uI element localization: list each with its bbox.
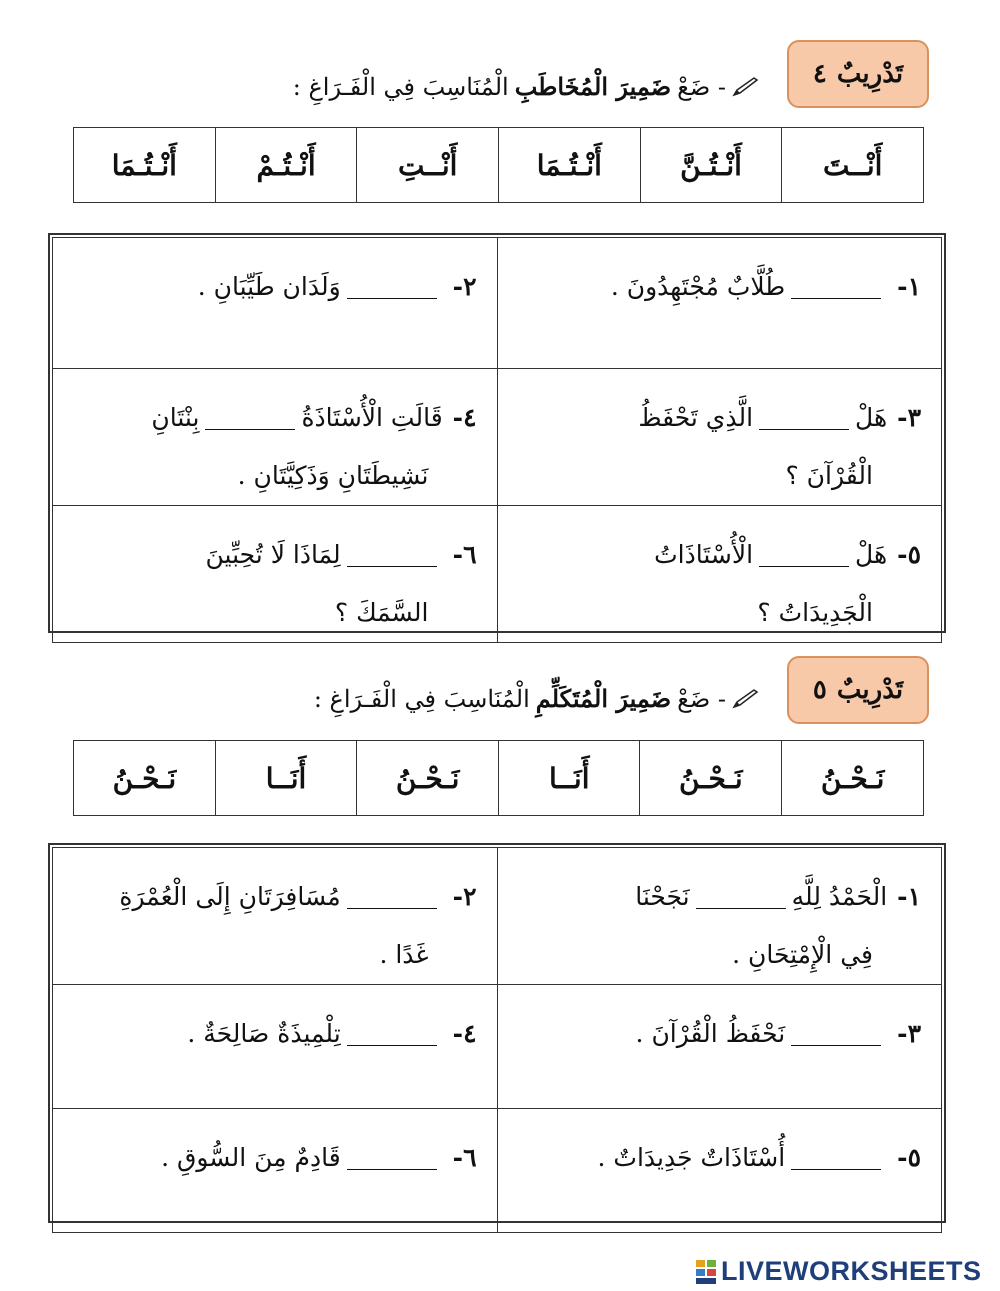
- exercise-5-word-bank: [73, 740, 924, 816]
- item-text-after: وَلَدَان طَيِّبَانِ .: [197, 272, 341, 301]
- answer-blank[interactable]: [347, 1149, 437, 1170]
- item-number: ٢-: [452, 272, 477, 301]
- word-bank-cell: أَنْـتُـمَا: [499, 128, 641, 203]
- exercise-item: [497, 369, 942, 506]
- exercise-4-instruction-prefix: - ضَعْ: [677, 72, 726, 101]
- answer-blank[interactable]: [791, 1025, 881, 1046]
- item-text-line2: فِي الْإِمْتِحَانِ .: [732, 940, 873, 969]
- answer-blank[interactable]: [696, 888, 786, 909]
- exercise-5-items: [48, 843, 946, 1223]
- item-text-after: قَادِمٌ مِنَ السُّوقِ .: [161, 1143, 341, 1172]
- exercise-4-badge: [787, 40, 929, 108]
- item-number: ٦-: [452, 540, 477, 569]
- exercise-item: [53, 1109, 498, 1233]
- item-text-before: هَلْ: [855, 403, 888, 432]
- exercise-4-items: [48, 233, 946, 633]
- exercise-item: [53, 985, 498, 1109]
- word-bank-cell: نَـحْـنُ: [357, 741, 499, 816]
- item-text-line2: السَّمَكَ ؟: [334, 598, 429, 627]
- exercise-item: [53, 238, 498, 369]
- exercise-5-instruction-highlight: ضَمِيرَ الْمُتَكَلِّمِ: [535, 684, 672, 713]
- liveworksheets-logo-text: LIVEWORKSHEETS: [721, 1256, 982, 1286]
- item-number: ٣-: [897, 1019, 921, 1048]
- item-text-line2: الْجَدِيدَاتُ ؟: [757, 598, 873, 627]
- word-bank-cell: أَنَــا: [215, 741, 356, 816]
- item-text-after: الْأُسْتَاذَاتُ: [654, 540, 754, 569]
- item-number: ١-: [897, 272, 921, 301]
- item-text-after: تِلْمِيذَةٌ صَالِحَةٌ .: [187, 1019, 341, 1048]
- answer-blank[interactable]: [759, 546, 849, 567]
- exercise-4-instruction-suffix: الْمُنَاسِبَ فِي الْفَـرَاغِ :: [292, 72, 509, 101]
- answer-blank[interactable]: [791, 1149, 881, 1170]
- word-bank-cell: نَـحْـنُ: [74, 741, 216, 816]
- answer-blank[interactable]: [347, 546, 437, 567]
- word-bank-cell: أَنَــا: [499, 741, 640, 816]
- word-bank-cell: نَـحْـنُ: [782, 741, 924, 816]
- item-number: ٦-: [452, 1143, 477, 1172]
- exercise-5-badge-label: تَدْرِيبٌ: [836, 675, 904, 705]
- exercise-4-badge-label: تَدْرِيبٌ: [836, 59, 904, 89]
- item-text-before: الْحَمْدُ لِلَّهِ: [791, 882, 888, 911]
- exercise-item: [497, 238, 942, 369]
- word-bank-cell: أَنْـتُـمَا: [74, 128, 216, 203]
- answer-blank[interactable]: [205, 409, 295, 430]
- item-text-after: الَّذِي تَحْفَظُ: [638, 403, 754, 432]
- word-bank-cell: أَنْــتَ: [782, 128, 924, 203]
- pencil-icon: [732, 689, 760, 709]
- exercise-4-word-bank: [73, 127, 924, 203]
- item-text-line2: نَشِيطَتَانِ وَذَكِيَّتَانِ .: [237, 461, 429, 490]
- item-number: ٤-: [452, 1019, 477, 1048]
- word-bank-cell: نَـحْـنُ: [640, 741, 782, 816]
- word-bank-cell: أَنْـتُـنَّ: [640, 128, 782, 203]
- exercise-item: [497, 1109, 942, 1233]
- item-text-line2: الْقُرْآنَ ؟: [785, 461, 873, 490]
- item-text-after: طُلَّابٌ مُجْتَهِدُونَ .: [610, 272, 786, 301]
- exercise-item: [53, 848, 498, 985]
- exercise-5-instruction-suffix: الْمُنَاسِبَ فِي الْفَـرَاغِ :: [313, 684, 530, 713]
- word-bank-cell: أَنْــتِ: [357, 128, 499, 203]
- item-number: ٥-: [897, 1143, 921, 1172]
- exercise-item: [497, 848, 942, 985]
- item-text-after: بِنْتَانِ: [151, 403, 200, 432]
- exercise-5-badge-number: ٥: [812, 675, 827, 705]
- pencil-icon: [732, 77, 760, 97]
- exercise-item: [497, 506, 942, 643]
- exercise-4-instruction: [293, 72, 760, 101]
- exercise-5-instruction-prefix: - ضَعْ: [677, 684, 726, 713]
- item-number: ٣-: [897, 403, 921, 432]
- item-text-after: أُسْتَاذَاتٌ جَدِيدَاتٌ .: [597, 1143, 786, 1172]
- exercise-item: [497, 985, 942, 1109]
- answer-blank[interactable]: [347, 1025, 437, 1046]
- item-text-before: قَالَتِ الْأُسْتَاذَةُ: [301, 403, 443, 432]
- liveworksheets-logo: [695, 1256, 982, 1287]
- liveworksheets-logo-icon: [695, 1259, 717, 1285]
- item-text-before: هَلْ: [855, 540, 888, 569]
- exercise-item: [53, 369, 498, 506]
- item-number: ٥-: [897, 540, 921, 569]
- word-bank-cell: أَنْـتُـمْ: [215, 128, 357, 203]
- item-text-line2: غَدًا .: [379, 940, 429, 969]
- item-number: ١-: [897, 882, 921, 911]
- exercise-item: [53, 506, 498, 643]
- exercise-4-instruction-highlight: ضَمِيرَ الْمُخَاطَبِ: [514, 72, 672, 101]
- exercise-5-badge: [787, 656, 929, 724]
- exercise-4-badge-number: ٤: [812, 59, 827, 89]
- answer-blank[interactable]: [791, 278, 881, 299]
- answer-blank[interactable]: [759, 409, 849, 430]
- item-text-after: لِمَاذَا لَا تُحِبِّينَ: [205, 540, 341, 569]
- item-text-after: نَحْفَظُ الْقُرْآنَ .: [635, 1019, 786, 1048]
- item-text-after: مُسَافِرَتَانِ إِلَى الْعُمْرَةِ: [119, 882, 341, 911]
- answer-blank[interactable]: [347, 888, 437, 909]
- answer-blank[interactable]: [347, 278, 437, 299]
- exercise-5-instruction: [314, 684, 760, 713]
- item-number: ٢-: [452, 882, 477, 911]
- item-text-after: نَجَحْنَا: [635, 882, 690, 911]
- item-number: ٤-: [452, 403, 477, 432]
